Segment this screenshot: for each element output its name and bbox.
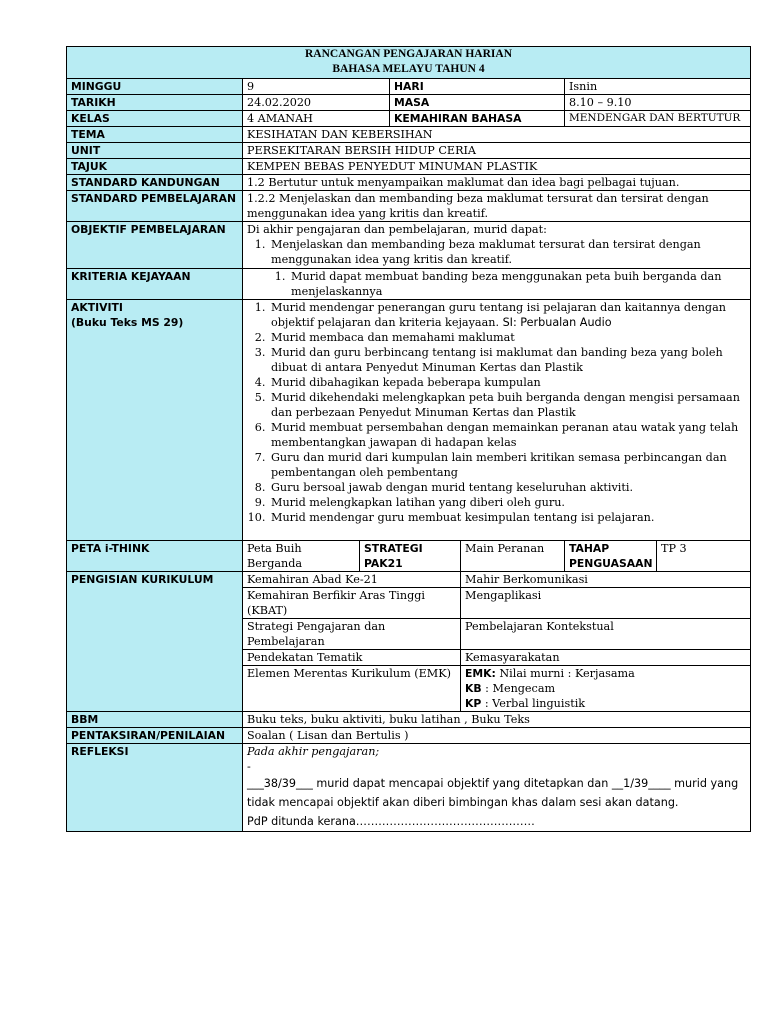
- aktiviti-item: 5. Murid dikehendaki melengkapkan peta buih berganda dengan mengisi persamaan dan perbezaan Penyedut Minuman Kertas dan Plastik: [269, 390, 746, 420]
- emk-value: Nilai murni : Kerjasama: [495, 667, 635, 680]
- aktiviti-item: 2. Murid membaca dan memahami maklumat: [269, 330, 746, 345]
- label-standard-kandungan: STANDARD KANDUNGAN: [67, 175, 243, 191]
- aktiviti-list: [247, 300, 746, 525]
- row-tema: [67, 127, 751, 143]
- header-row: [67, 47, 751, 79]
- row-kriteria: [67, 269, 751, 300]
- pengisian-right: Kemasyarakatan: [461, 650, 751, 666]
- row-standard-pembelajaran: [67, 191, 751, 222]
- value-unit: PERSEKITARAN BERSIH HIDUP CERIA: [243, 143, 751, 159]
- value-hari: Isnin: [565, 79, 751, 95]
- label-buku-teks: (Buku Teks MS 29): [71, 316, 184, 329]
- value-tarikh: 24.02.2020: [243, 95, 390, 111]
- row-tajuk: [67, 159, 751, 175]
- row-refleksi: [67, 744, 751, 832]
- aktiviti-item: 4. Murid dibahagikan kepada beberapa kumpulan: [269, 375, 746, 390]
- row-peta: [67, 541, 751, 572]
- label-unit: UNIT: [67, 143, 243, 159]
- label-standard-pembelajaran: STANDARD PEMBELAJARAN: [67, 191, 243, 222]
- pengisian-right: Mahir Berkomunikasi: [461, 572, 751, 588]
- label-refleksi: REFLEKSI: [67, 744, 243, 832]
- label-kemahiran: KEMAHIRAN BAHASA: [390, 111, 565, 127]
- value-masa: 8.10 – 9.10: [565, 95, 751, 111]
- pengisian-emk-left: Elemen Merentas Kurikulum (EMK): [243, 666, 461, 712]
- lesson-plan-table: [66, 46, 751, 832]
- label-tema: TEMA: [67, 127, 243, 143]
- label-objektif: OBJEKTIF PEMBELAJARAN: [67, 222, 243, 269]
- si-note: SI: Perbualan Audio: [502, 316, 612, 329]
- row-aktiviti: [67, 300, 751, 541]
- aktiviti-item: 3. Murid dan guru berbincang tentang isi maklumat dan banding beza yang boleh dibuat di antara Penyedut Minuman Kertas dan Plastik: [269, 345, 746, 375]
- row-unit: [67, 143, 751, 159]
- value-standard-pembelajaran: 1.2.2 Menjelaskan dan membanding beza maklumat tersurat dan tersirat dengan menggunakan idea yang kritis dan kreatif.: [243, 191, 751, 222]
- pengisian-right: Pembelajaran Kontekstual: [461, 619, 751, 650]
- refleksi-line2: PdP ditunda kerana…………………………………………: [247, 815, 535, 828]
- label-kelas: KELAS: [67, 111, 243, 127]
- label-hari: HARI: [390, 79, 565, 95]
- aktiviti-item: 7. Guru dan murid dari kumpulan lain memberi kritikan semasa perbincangan dan pembentangan oleh pembentang: [269, 450, 746, 480]
- label-minggu: MINGGU: [67, 79, 243, 95]
- kriteria-item: 1. Murid dapat membuat banding beza menggunakan peta buih berganda dan menjelaskannya: [289, 269, 746, 299]
- lesson-plan: [66, 46, 750, 832]
- pengisian-right: Mengaplikasi: [461, 588, 751, 619]
- objektif-item: 1. Menjelaskan dan membanding beza maklumat tersurat dan tersirat dengan menggunakan idea yang kritis dan kreatif.: [269, 237, 746, 267]
- value-strategi: Main Peranan: [461, 541, 565, 572]
- row-bbm: [67, 712, 751, 728]
- emk-key: EMK:: [465, 667, 496, 680]
- objektif-intro: Di akhir pengajaran dan pembelajaran, murid dapat:: [247, 223, 547, 236]
- label-strategi: STRATEGI PAK21: [360, 541, 461, 572]
- aktiviti-item: 10. Murid mendengar guru membuat kesimpulan tentang isi pelajaran.: [269, 510, 746, 525]
- label-bbm: BBM: [67, 712, 243, 728]
- value-standard-kandungan: 1.2 Bertutur untuk menyampaikan maklumat dan idea bagi pelbagai tujuan.: [243, 175, 751, 191]
- label-tajuk: TAJUK: [67, 159, 243, 175]
- row-pengisian-1: [67, 572, 751, 588]
- value-tahap: TP 3: [657, 541, 751, 572]
- pengisian-left: Strategi Pengajaran dan Pembelajaran: [243, 619, 461, 650]
- pengisian-left: Pendekatan Tematik: [243, 650, 461, 666]
- refleksi-intro: Pada akhir pengajaran;: [247, 745, 380, 758]
- row-tarikh: [67, 95, 751, 111]
- value-minggu: 9: [243, 79, 390, 95]
- header-subtitle: BAHASA MELAYU TAHUN 4: [332, 63, 485, 75]
- value-tema: KESIHATAN DAN KEBERSIHAN: [243, 127, 751, 143]
- aktiviti-item: [269, 300, 746, 330]
- kriteria-list: [247, 269, 746, 299]
- label-kriteria: KRITERIA KEJAYAAN: [67, 269, 243, 300]
- aktiviti-item: 6. Murid membuat persembahan dengan memainkan peranan atau watak yang telah membentangkan jawapan di hadapan kelas: [269, 420, 746, 450]
- kp-value: : Verbal linguistik: [481, 697, 586, 710]
- kb-value: : Mengecam: [481, 682, 556, 695]
- refleksi-dash: -: [247, 760, 251, 773]
- value-peta: Peta Buih Berganda: [243, 541, 360, 572]
- value-kelas: 4 AMANAH: [243, 111, 390, 127]
- objektif-list: [247, 237, 746, 267]
- row-standard-kandungan: [67, 175, 751, 191]
- label-tarikh: TARIKH: [67, 95, 243, 111]
- label-aktiviti: AKTIVITI: [71, 301, 123, 314]
- value-kemahiran: MENDENGAR DAN BERTUTUR: [565, 111, 751, 127]
- row-objektif: [67, 222, 751, 269]
- pengisian-left: Kemahiran Berfikir Aras Tinggi (KBAT): [243, 588, 461, 619]
- label-peta: PETA i-THINK: [67, 541, 243, 572]
- refleksi-line1: ___38/39___ murid dapat mencapai objektif yang ditetapkan dan __1/39____ murid yang tidak mencapai objektif akan diberi bimbingan khas dalam sesi akan datang.: [247, 777, 739, 809]
- value-tajuk: KEMPEN BEBAS PENYEDUT MINUMAN PLASTIK: [243, 159, 751, 175]
- row-pentaksiran: [67, 728, 751, 744]
- label-pentaksiran: PENTAKSIRAN/PENILAIAN: [67, 728, 243, 744]
- header-title: RANCANGAN PENGAJARAN HARIAN: [305, 48, 512, 60]
- aktiviti-item-text: Murid mendengar penerangan guru tentang isi pelajaran dan kaitannya dengan objektif pelajaran dan kriteria kejayaan.: [271, 301, 726, 329]
- label-pengisian: PENGISIAN KURIKULUM: [67, 572, 243, 712]
- aktiviti-item: 9. Murid melengkapkan latihan yang diberi oleh guru.: [269, 495, 746, 510]
- pengisian-left: Kemahiran Abad Ke-21: [243, 572, 461, 588]
- row-minggu: [67, 79, 751, 95]
- value-bbm: Buku teks, buku aktiviti, buku latihan , Buku Teks: [243, 712, 751, 728]
- kb-key: KB: [465, 682, 482, 695]
- row-kelas: [67, 111, 751, 127]
- kp-key: KP: [465, 697, 482, 710]
- label-masa: MASA: [390, 95, 565, 111]
- value-pentaksiran: Soalan ( Lisan dan Bertulis ): [243, 728, 751, 744]
- label-tahap: TAHAP PENGUASAAN: [565, 541, 657, 572]
- aktiviti-item: 8. Guru bersoal jawab dengan murid tentang keseluruhan aktiviti.: [269, 480, 746, 495]
